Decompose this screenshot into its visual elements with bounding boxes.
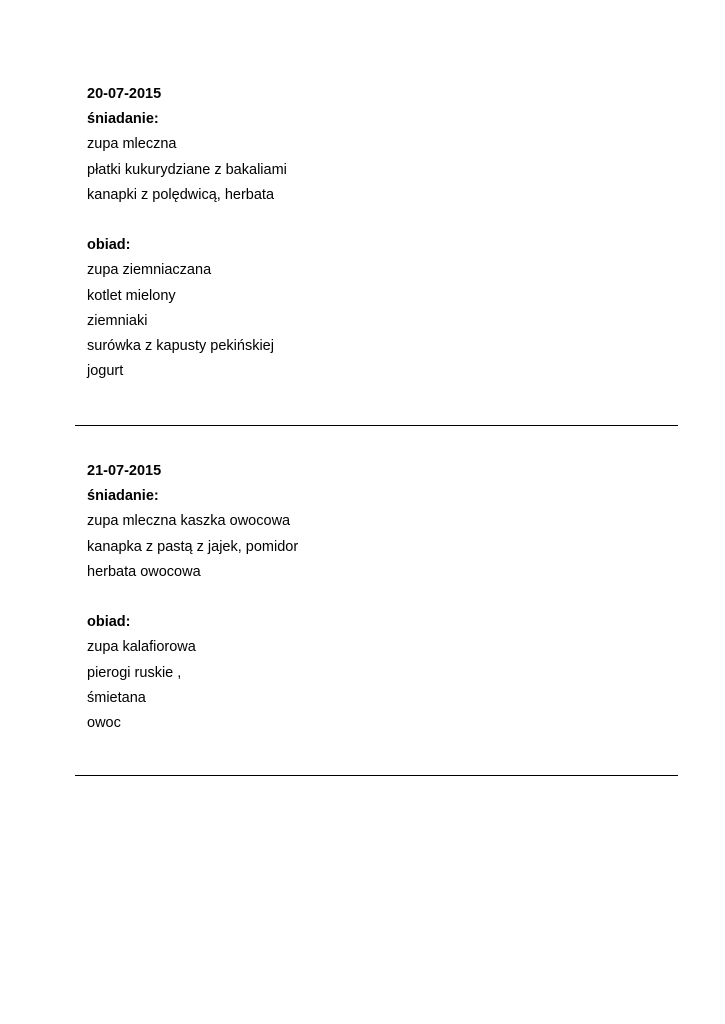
breakfast-heading: śniadanie: (87, 488, 159, 505)
lunch-item: zupa ziemniaczana (87, 262, 212, 279)
lunch-heading: obiad: (87, 237, 131, 254)
menu-date: 21-07-2015 (87, 463, 162, 479)
breakfast-item: herbata owocowa (87, 563, 201, 580)
breakfast-item: kanapki z polędwicą, herbata (87, 186, 275, 203)
lunch-item: surówka z kapusty pekińskiej (87, 337, 274, 354)
day-divider (75, 425, 678, 426)
menu-day-1 (87, 82, 687, 384)
breakfast-item: kanapka z pastą z jajek, pomidor (87, 538, 299, 555)
breakfast-item: zupa mleczna kaszka owocowa (87, 513, 291, 530)
section-spacer (87, 208, 687, 233)
menu-day-2 (87, 459, 687, 736)
breakfast-item: zupa mleczna (87, 136, 177, 153)
lunch-item: pierogi ruskie , (87, 664, 182, 681)
menu-date: 20-07-2015 (87, 86, 162, 102)
lunch-heading: obiad: (87, 614, 131, 631)
lunch-item: kotlet mielony (87, 287, 176, 304)
lunch-item: jogurt (87, 363, 124, 380)
lunch-item: śmietana (87, 689, 146, 706)
breakfast-item: płatki kukurydziane z bakaliami (87, 161, 287, 178)
day-divider (75, 775, 678, 776)
lunch-item: owoc (87, 714, 121, 731)
lunch-item: ziemniaki (87, 312, 148, 329)
breakfast-heading: śniadanie: (87, 111, 159, 128)
section-spacer (87, 585, 687, 610)
lunch-item: zupa kalafiorowa (87, 639, 196, 656)
